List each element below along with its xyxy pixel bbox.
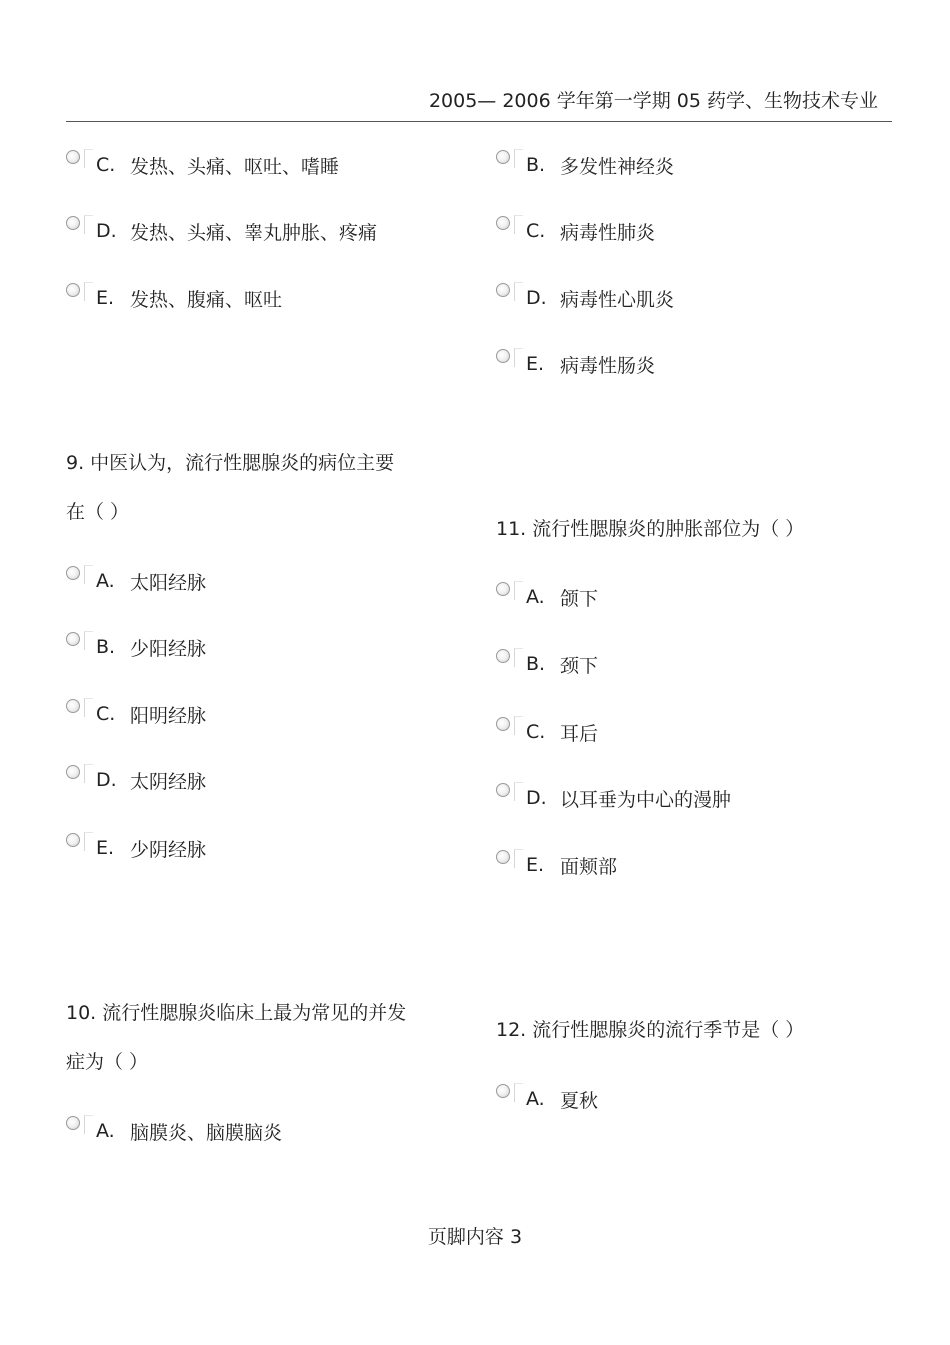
radio-icon[interactable]	[496, 223, 512, 239]
option-letter: E.	[526, 353, 545, 375]
option-letter: D.	[96, 769, 117, 791]
option-text: 脑膜炎、脑膜脑炎	[130, 1121, 283, 1144]
header-rule	[66, 121, 892, 122]
q10-option-a[interactable]	[66, 1116, 446, 1146]
option-letter: A.	[96, 1120, 115, 1142]
option-letter: C.	[526, 220, 546, 242]
option-d[interactable]	[66, 216, 446, 246]
option-text: 病毒性心肌炎	[560, 288, 675, 311]
option-c[interactable]	[496, 216, 876, 246]
q9-option-b[interactable]	[66, 632, 446, 662]
option-letter: D.	[96, 220, 117, 242]
q11-option-b[interactable]	[496, 649, 876, 679]
radio-icon[interactable]	[66, 772, 82, 788]
option-letter: C.	[526, 721, 546, 743]
radio-icon[interactable]	[66, 157, 82, 173]
radio-icon[interactable]	[66, 840, 82, 856]
radio-icon[interactable]	[496, 1091, 512, 1107]
option-text: 太阳经脉	[130, 571, 207, 594]
option-text: 阳明经脉	[130, 704, 207, 727]
radio-icon[interactable]	[66, 573, 82, 589]
q11-option-c[interactable]	[496, 717, 876, 747]
question-line: 症为（ ）	[66, 1051, 149, 1073]
option-text: 多发性神经炎	[560, 155, 675, 178]
option-text: 少阴经脉	[130, 838, 207, 861]
radio-icon[interactable]	[496, 790, 512, 806]
option-letter: E.	[96, 837, 115, 859]
option-letter: D.	[526, 287, 547, 309]
option-letter: B.	[526, 154, 546, 176]
option-text: 病毒性肺炎	[560, 221, 656, 244]
q12-option-a[interactable]	[496, 1084, 876, 1114]
radio-icon[interactable]	[496, 656, 512, 672]
q11-option-a[interactable]	[496, 582, 876, 612]
option-text: 发热、腹痛、呕吐	[130, 288, 283, 311]
radio-icon[interactable]	[496, 290, 512, 306]
option-text: 病毒性肠炎	[560, 354, 656, 377]
question-line: 在（ ）	[66, 501, 130, 523]
option-text: 耳后	[560, 722, 599, 745]
option-text: 少阳经脉	[130, 637, 207, 660]
q9-option-d[interactable]	[66, 765, 446, 795]
option-letter: D.	[526, 787, 547, 809]
option-letter: B.	[96, 636, 116, 658]
question-line: 10. 流行性腮腺炎临床上最为常见的并发	[66, 1002, 407, 1024]
option-e[interactable]	[496, 349, 876, 379]
radio-icon[interactable]	[66, 1123, 82, 1139]
option-letter: A.	[526, 586, 545, 608]
radio-icon[interactable]	[496, 356, 512, 372]
option-text: 面颊部	[560, 855, 618, 878]
radio-icon[interactable]	[496, 157, 512, 173]
question-9	[66, 439, 446, 537]
option-text: 太阴经脉	[130, 770, 207, 793]
option-letter: C.	[96, 703, 116, 725]
option-letter: E.	[526, 854, 545, 876]
radio-icon[interactable]	[66, 223, 82, 239]
page-header: 2005— 2006 学年第一学期 05 药学、生物技术专业	[428, 90, 878, 112]
option-letter: A.	[96, 570, 115, 592]
q11-option-d[interactable]	[496, 783, 876, 813]
option-letter: A.	[526, 1088, 545, 1110]
option-letter: B.	[526, 653, 546, 675]
radio-icon[interactable]	[496, 857, 512, 873]
radio-icon[interactable]	[66, 639, 82, 655]
radio-icon[interactable]	[496, 589, 512, 605]
question-10	[66, 989, 446, 1087]
q9-option-c[interactable]	[66, 699, 446, 729]
option-c[interactable]	[66, 150, 446, 180]
radio-icon[interactable]	[66, 290, 82, 306]
radio-icon[interactable]	[496, 724, 512, 740]
option-text: 发热、头痛、睾丸肿胀、疼痛	[130, 221, 378, 244]
option-text: 颈下	[560, 654, 599, 677]
question-line: 12. 流行性腮腺炎的流行季节是（ ）	[496, 1019, 805, 1041]
option-text: 以耳垂为中心的漫肿	[560, 788, 732, 811]
option-letter: C.	[96, 154, 116, 176]
option-text: 夏秋	[560, 1089, 599, 1112]
question-line: 11. 流行性腮腺炎的肿胀部位为（ ）	[496, 518, 805, 540]
option-e[interactable]	[66, 283, 446, 313]
option-letter: E.	[96, 287, 115, 309]
question-11	[496, 505, 906, 554]
radio-icon[interactable]	[66, 706, 82, 722]
question-line: 9. 中医认为，流行性腮腺炎的病位主要	[66, 452, 395, 474]
q9-option-a[interactable]	[66, 566, 446, 596]
q9-option-e[interactable]	[66, 833, 446, 863]
option-text: 发热、头痛、呕吐、嗜睡	[130, 155, 340, 178]
option-b[interactable]	[496, 150, 876, 180]
option-text: 颌下	[560, 587, 599, 610]
option-d[interactable]	[496, 283, 876, 313]
question-12	[496, 1006, 906, 1055]
q11-option-e[interactable]	[496, 850, 876, 880]
page-footer: 页脚内容 3	[427, 1226, 523, 1248]
